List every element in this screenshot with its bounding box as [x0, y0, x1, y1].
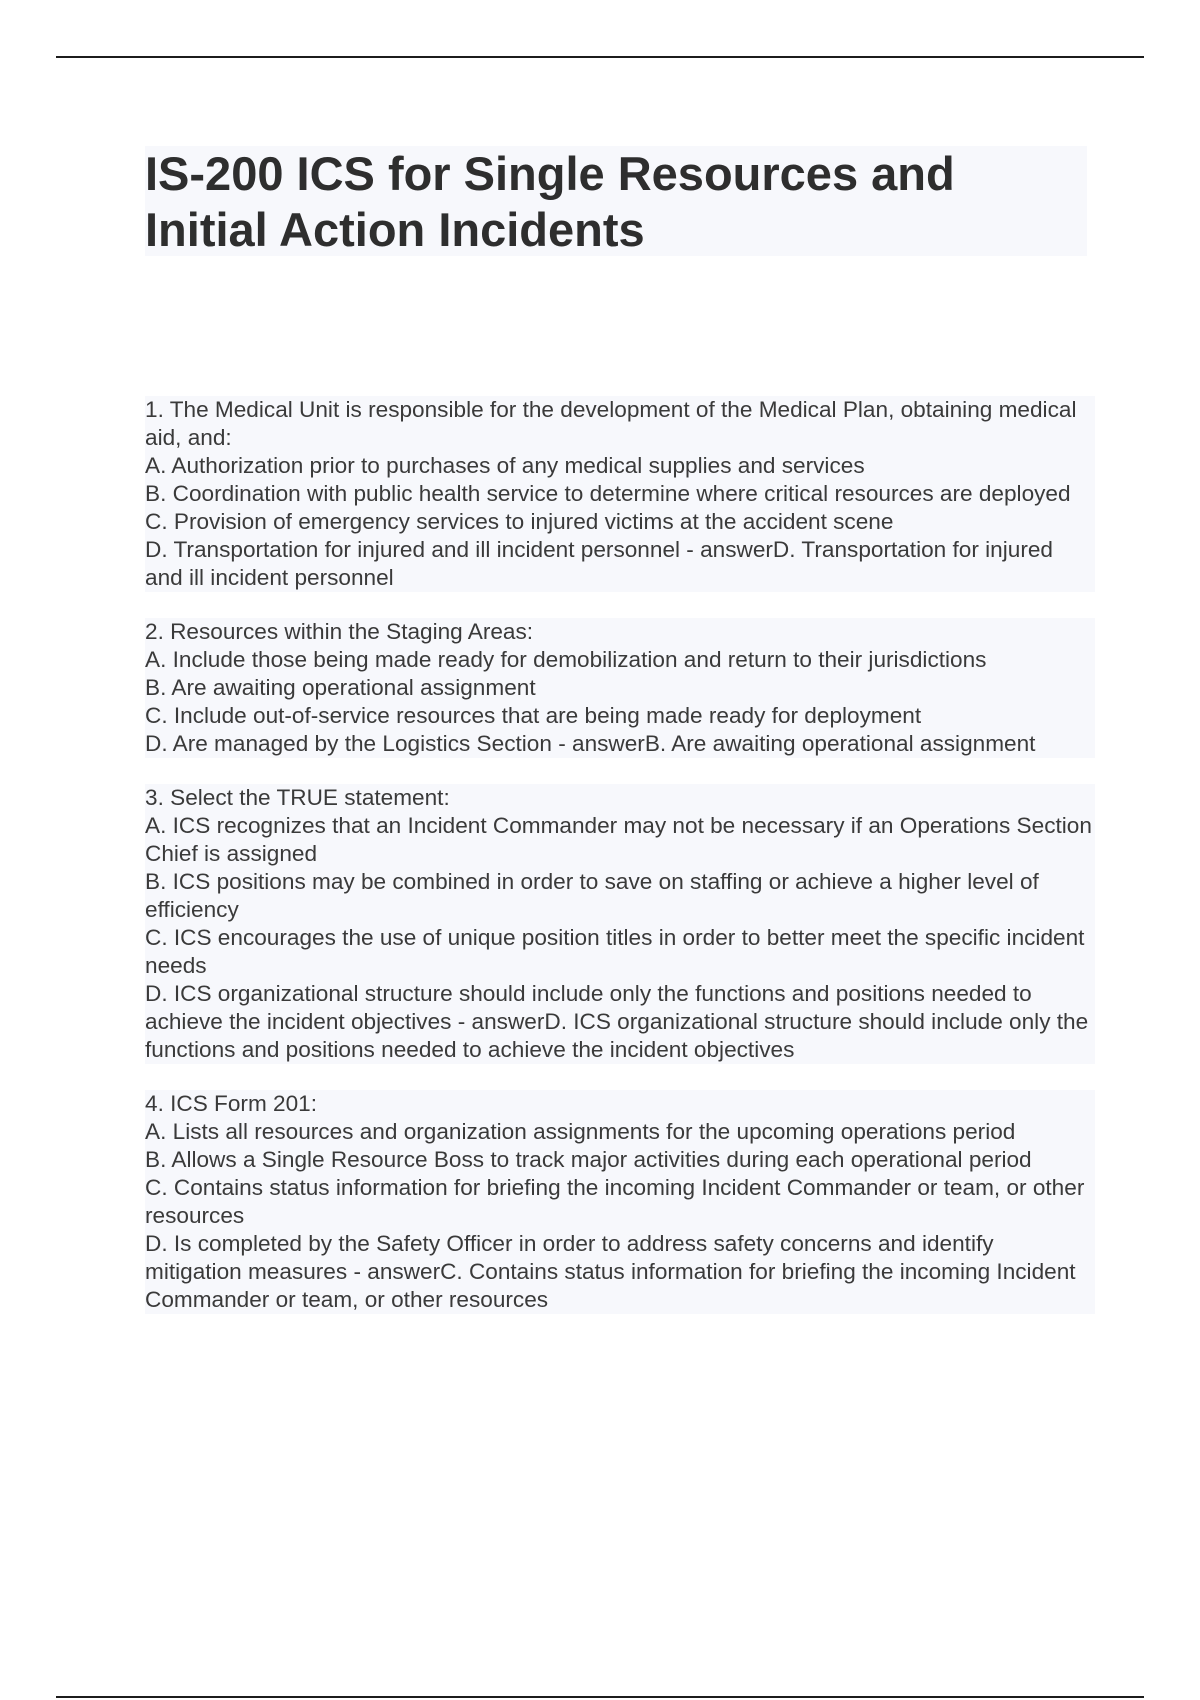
question-4-option-d: D. Is completed by the Safety Officer in order to address safety concerns and identify mitigation measures - answerC. Contains status information for briefing the incoming Incident Commander or team, or other resources [145, 1231, 1076, 1312]
question-3-option-a: A. ICS recognizes that an Incident Commander may not be necessary if an Operations Section Chief is assigned [145, 813, 1092, 866]
question-2 [145, 618, 1095, 758]
question-4-option-a: A. Lists all resources and organization assignments for the upcoming operations period [145, 1119, 1016, 1144]
question-3-prompt: 3. Select the TRUE statement: [145, 785, 450, 810]
document-title: IS-200 ICS for Single Resources and Initial Action Incidents [145, 146, 1087, 256]
bottom-rule [56, 1696, 1144, 1698]
question-list [145, 396, 1095, 1340]
question-1 [145, 396, 1095, 592]
top-rule [56, 56, 1144, 58]
question-3-option-c: C. ICS encourages the use of unique position titles in order to better meet the specific incident needs [145, 925, 1085, 978]
question-2-prompt: 2. Resources within the Staging Areas: [145, 619, 534, 644]
question-4-option-b: B. Allows a Single Resource Boss to track major activities during each operational period [145, 1147, 1032, 1172]
question-4 [145, 1090, 1095, 1314]
question-1-option-d: D. Transportation for injured and ill incident personnel - answerD. Transportation for injured and ill incident personnel [145, 537, 1053, 590]
question-4-option-c: C. Contains status information for briefing the incoming Incident Commander or team, or other resources [145, 1175, 1085, 1228]
question-1-option-a: A. Authorization prior to purchases of any medical supplies and services [145, 453, 865, 478]
question-2-option-d: D. Are managed by the Logistics Section - answerB. Are awaiting operational assignment [145, 731, 1036, 756]
question-3-option-b: B. ICS positions may be combined in order to save on staffing or achieve a higher level of efficiency [145, 869, 1039, 922]
question-3 [145, 784, 1095, 1064]
question-2-option-a: A. Include those being made ready for demobilization and return to their jurisdictions [145, 647, 987, 672]
question-1-option-c: C. Provision of emergency services to injured victims at the accident scene [145, 509, 894, 534]
question-3-option-d: D. ICS organizational structure should include only the functions and positions needed to achieve the incident objectives - answerD. ICS organizational structure should include only the functions and positions needed to achieve the incident objectives [145, 981, 1089, 1062]
question-1-prompt: 1. The Medical Unit is responsible for the development of the Medical Plan, obtaining medical aid, and: [145, 397, 1077, 450]
question-4-prompt: 4. ICS Form 201: [145, 1091, 318, 1116]
question-2-option-b: B. Are awaiting operational assignment [145, 675, 536, 700]
question-2-option-c: C. Include out-of-service resources that are being made ready for deployment [145, 703, 922, 728]
question-1-option-b: B. Coordination with public health service to determine where critical resources are deployed [145, 481, 1071, 506]
